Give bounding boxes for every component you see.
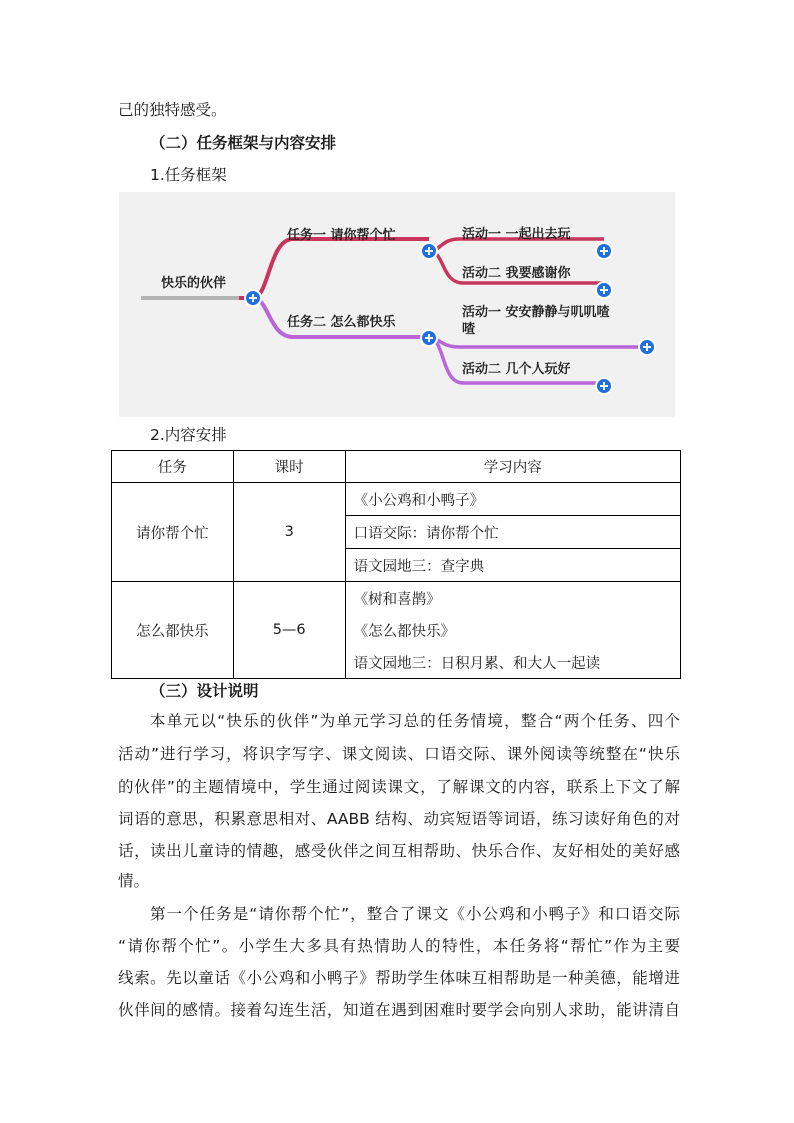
mindmap-root-label: 快乐的伙伴 [161, 276, 227, 291]
mindmap-t2-act1-label-cont: 喳 [462, 322, 476, 337]
mindmap-t1-act2-label: 活动二 我要感谢你 [462, 266, 571, 281]
content-arrangement-table [111, 450, 681, 679]
paragraph-line: “请你帮个忙”。小学生大多具有热情助人的特性，本任务将“帮忙”作为主要 [118, 937, 680, 955]
plus-icon[interactable] [639, 339, 655, 355]
plus-icon[interactable] [421, 330, 437, 346]
plus-icon[interactable] [245, 290, 261, 306]
paragraph-line: 情。 [118, 872, 150, 890]
mindmap-t2-act1-label: 活动一 安安静静与叽叽喳 [462, 305, 610, 320]
content-cell: 语文园地三：日积月累、和大人一起读 [345, 646, 680, 679]
table-header-cell: 学习内容 [345, 451, 680, 483]
paragraph-line: 本单元以“快乐的伙伴”为单元学习总的任务情境，整合“两个任务、四个 [150, 712, 680, 730]
mindmap-t2-act2-label: 活动二 几个人玩好 [462, 362, 571, 377]
plus-icon[interactable] [596, 282, 612, 298]
table-header-cell: 任务 [112, 451, 234, 483]
mindmap-task1-label: 任务一 请你帮个忙 [287, 228, 396, 243]
subheading-task-framework: 1.任务框架 [150, 166, 227, 184]
mindmap-t1-act1-label: 活动一 一起出去玩 [462, 227, 571, 242]
table-row [112, 483, 681, 516]
subheading-content-arrangement: 2.内容安排 [150, 426, 227, 444]
task1-branch [239, 239, 429, 298]
intro-tail-text: 己的独特感受。 [118, 101, 227, 119]
table-header-row [112, 451, 681, 483]
section-heading-design: （三）设计说明 [150, 682, 259, 700]
plus-icon[interactable] [596, 378, 612, 394]
content-cell: 语文园地三：查字典 [345, 549, 680, 582]
task-mindmap [119, 192, 675, 417]
task-cell: 怎么都快乐 [112, 582, 234, 679]
plus-icon[interactable] [596, 243, 612, 259]
table-row [112, 582, 681, 615]
content-cell: 《怎么都快乐》 [345, 614, 680, 646]
content-cell: 《小公鸡和小鸭子》 [345, 483, 680, 516]
section-heading-framework: （二）任务框架与内容安排 [150, 134, 337, 152]
paragraph-line: 词语的意思，积累意思相对、AABB 结构、动宾短语等词语，练习读好角色的对 [118, 810, 680, 828]
paragraph-line: 第一个任务是“请你帮个忙”，整合了课文《小公鸡和小鸭子》和口语交际 [150, 905, 680, 923]
hours-cell: 3 [233, 483, 345, 582]
table-header-cell: 课时 [233, 451, 345, 483]
task-cell: 请你帮个忙 [112, 483, 234, 582]
plus-icon[interactable] [421, 243, 437, 259]
paragraph-line: 线索。先以童话《小公鸡和小鸭子》帮助学生体味互相帮助是一种美德，能增进 [118, 969, 680, 987]
paragraph-line: 的伙伴”的主题情境中，学生通过阅读课文，了解课文的内容，联系上下文了解 [118, 778, 680, 796]
content-cell: 《树和喜鹊》 [345, 582, 680, 615]
content-cell: 口语交际：请你帮个忙 [345, 516, 680, 549]
mindmap-task2-label: 任务二 怎么都快乐 [287, 315, 396, 330]
paragraph-line: 话，读出儿童诗的情趣，感受伙伴之间互相帮助、快乐合作、友好相处的美好感 [118, 842, 680, 860]
paragraph-line: 活动”进行学习，将识字写字、课文阅读、口语交际、课外阅读等统整在“快乐 [118, 745, 680, 763]
mindmap-svg [119, 192, 675, 417]
paragraph-line: 伙伴间的感情。接着勾连生活，知道在遇到困难时要学会向别人求助，能讲清自 [118, 1001, 680, 1019]
hours-cell: 5—6 [233, 582, 345, 679]
t2-act1-branch [429, 338, 647, 347]
